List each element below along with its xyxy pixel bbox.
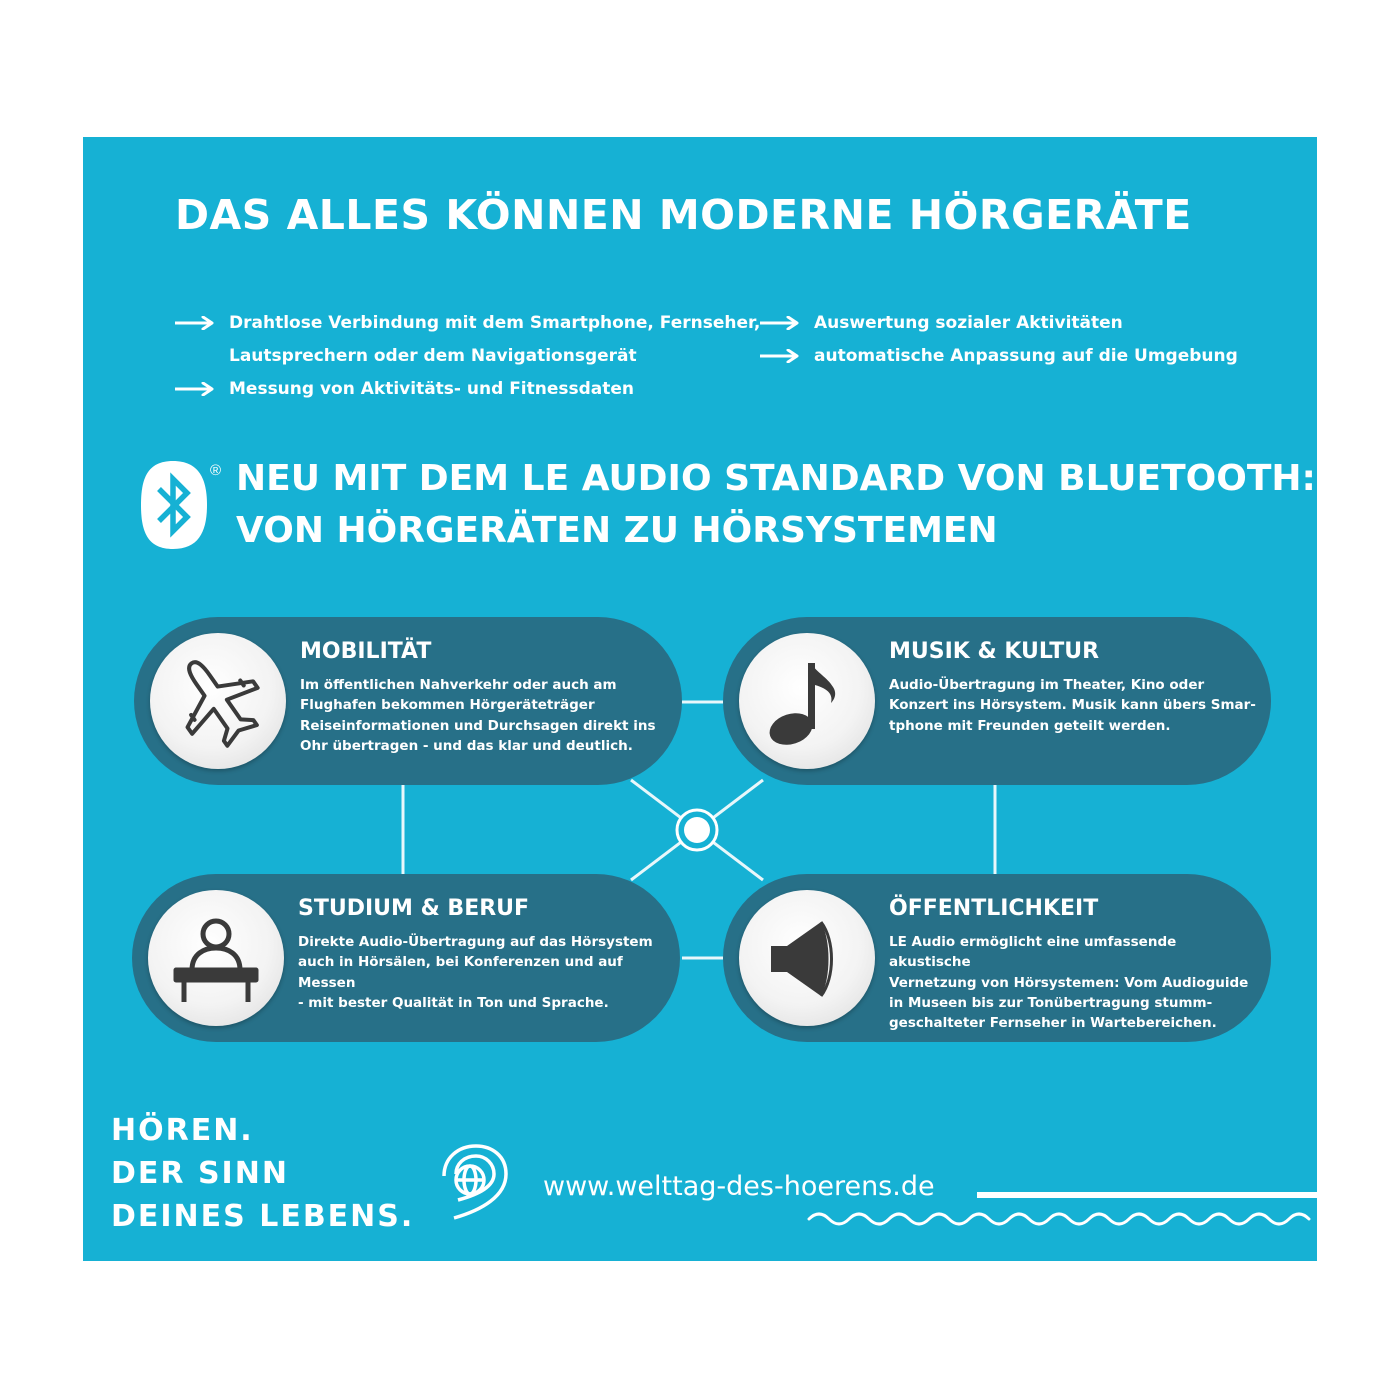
- card-text: LE Audio ermöglicht eine umfassende akustische Vernetzung von Hörsystemen: Vom Audioguide in Museen bis zur Tonübertragung stumm- geschalteter Fernseher in Wartebereichen.: [889, 934, 1249, 1032]
- registered-mark: ®: [210, 462, 222, 479]
- airplane-icon: [150, 633, 286, 769]
- card-text: Im öffentlichen Nahverkehr oder auch am Flughafen bekommen Hörgeräteträger Reiseinformationen und Durchsagen direkt ins Ohr übertragen - und das klar und deutlich.: [300, 677, 656, 754]
- feature-text: automatische Anpassung auf die Umgebung: [814, 346, 1238, 366]
- student-desk-icon: [148, 890, 284, 1026]
- card-title: ÖFFENTLICHKEIT: [889, 896, 1099, 921]
- bluetooth-heading-line-1: NEU MIT DEM LE AUDIO STANDARD VON BLUETOOTH:: [236, 458, 1316, 499]
- feature-text: Drahtlose Verbindung mit dem Smartphone, Fernseher, Lautsprechern oder dem Navigationsgerät: [229, 313, 761, 366]
- feature-text: Auswertung sozialer Aktivitäten: [814, 313, 1123, 333]
- wave-decoration: [803, 1187, 1317, 1235]
- card-study-work: [132, 874, 680, 1042]
- card-mobility: [134, 617, 682, 785]
- card-music-culture: [723, 617, 1271, 785]
- page-title: DAS ALLES KÖNNEN MODERNE HÖRGERÄTE: [175, 191, 1192, 239]
- card-text: Audio-Übertragung im Theater, Kino oder Konzert ins Hörsystem. Musik kann übers Smar- tphone mit Freunden geteilt werden.: [889, 677, 1256, 734]
- music-note-icon: [739, 633, 875, 769]
- speaker-icon: [739, 890, 875, 1026]
- card-text: Direkte Audio-Übertragung auf das Hörsystem auch in Hörsälen, bei Konferenzen und auf Messen - mit bester Qualität in Ton und Sprache.: [298, 934, 653, 1011]
- card-title: MOBILITÄT: [300, 639, 432, 664]
- ear-globe-logo-icon: [436, 1140, 512, 1232]
- website-link[interactable]: www.welttag-des-hoerens.de: [543, 1171, 935, 1202]
- poster-panel: [83, 137, 1317, 1261]
- card-title: MUSIK & KULTUR: [889, 639, 1100, 664]
- card-title: STUDIUM & BERUF: [298, 896, 530, 921]
- card-public: [723, 874, 1271, 1042]
- feature-text: Messung von Aktivitäts- und Fitnessdaten: [229, 379, 635, 399]
- slogan: HÖREN. DER SINN DEINES LEBENS.: [111, 1113, 415, 1234]
- bluetooth-heading-line-2: VON HÖRGERÄTEN ZU HÖRSYSTEMEN: [236, 510, 998, 551]
